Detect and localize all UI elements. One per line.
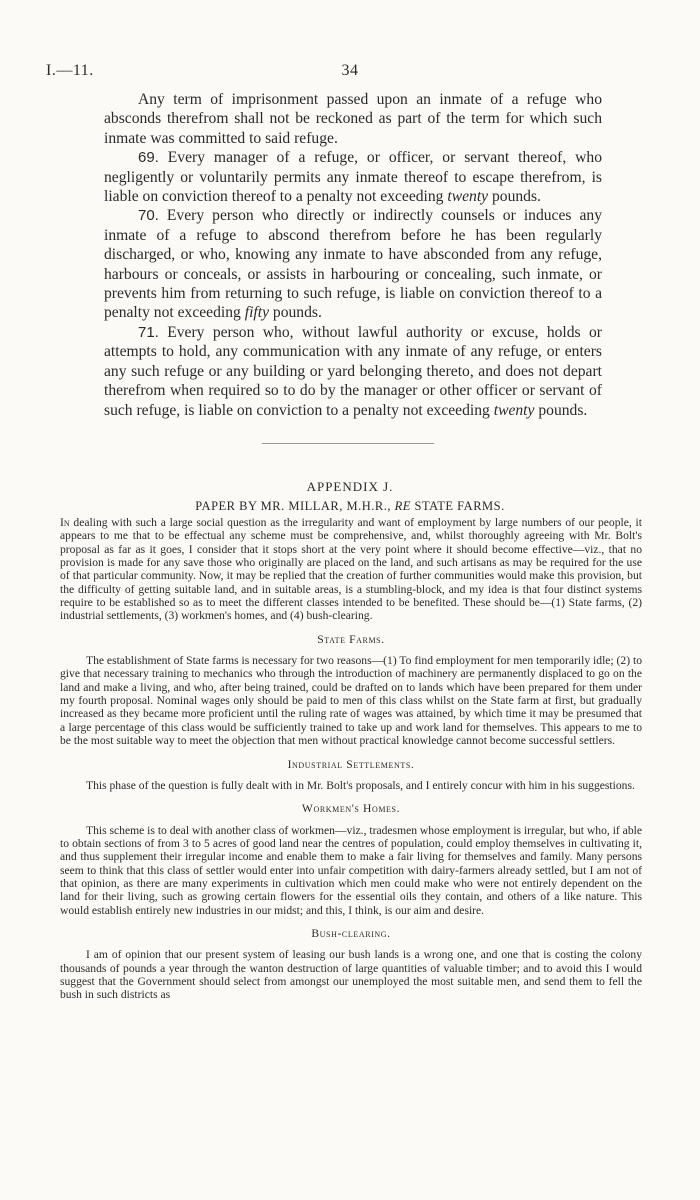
paper-title-re: RE [394,499,411,513]
section-69 [104,148,602,206]
paper-title-text: PAPER BY MR. MILLAR, M.H.R., [195,499,395,513]
section-71 [104,323,602,420]
section-text: Every manager of a refuge, or officer, or servant thereof, who negligently or voluntarily permits any inmate thereof to escape therefrom, is liable on conviction thereof to a penalty not exceeding [104,149,602,206]
section-number: 70. [138,207,159,225]
document-reference: I.—11. [46,62,94,79]
paper-title [0,499,700,514]
section-text: Any term of imprisonment passed upon an inmate of a refuge who absconds therefrom shall not be reckoned as part of the term for which such inmate was committed to said refuge. [104,91,602,147]
heading-industrial-settlements: Industrial Settlements. [287,757,415,771]
appendix-body [60,516,642,1002]
section-text-end: pounds. [269,304,322,322]
page-number: 34 [341,62,359,79]
paragraph-industrial-settlements: This phase of the question is fully dealt with in Mr. Bolt's proposals, and I entirely concur with him in his suggestions. [86,778,635,792]
section-number: 69. [138,149,159,167]
statute-sections [104,90,602,420]
section-text: Every person who, without lawful authority or excuse, holds or attempts to hold, any communication with any inmate of any refuge, or enters any such refuge or any building or yard belonging thereto, and does not depart therefrom when required so to do by the manager or other officer or servant of such refuge, is liable on conviction to a penalty not exceeding [104,323,602,419]
heading-bush-clearing: Bush-clearing. [311,926,391,940]
heading-state-farms: State Farms. [317,632,385,646]
intro-lead-word: In [60,516,70,529]
heading-workmens-homes: Workmen's Homes. [301,802,401,816]
paper-title-end: STATE FARMS. [410,499,505,513]
section-text-end: pounds. [534,401,588,419]
appendix-title: APPENDIX J. [306,479,394,494]
intro-paragraph [60,516,642,623]
emphasis-text: twenty [493,401,535,419]
section-paragraph [104,90,602,148]
section-text: Every person who directly or indirectly counsels or induces any inmate of a refuge to abscond therefrom before he has been regularly discharged, or who, knowing any inmate to have absconded from any refuge, harbours or conceals, or assists in harbouring or concealing, such inmate, or prevents him from returning to such refuge, is liable on conviction thereof to a penalty not exceeding [104,207,602,322]
section-text-end: pounds. [488,188,541,206]
paragraph-workmens-homes: This scheme is to deal with another class of workmen—viz., tradesmen whose employment is irregular, but who, if able to obtain sections of from 3 to 5 acres of good land near the centres of population, could employ themselves in cultivating it, and thus supplement their irregular income and enable them to make a fair living for themselves and family. Many persons seem to think that this class of settler would enter into unfair competition with dairy-farmers already settled, but I am not of that opinion, as there are many experiments in cultivation which men could make who were not entirely dependent on the land for their living, such as growing certain flowers for the essential oils they contain, and others of a like nature. This would establish entirely new industries in our midst; and this, I think, is our aim and desire. [60,823,642,917]
section-number: 71. [138,323,159,341]
intro-text: dealing with such a large social question as the irregularity and want of employment by large numbers of our people, it appears to me that to be effectual any scheme must be comprehensive, and, whilst thoroughly agreeing with Mr. Bolt's proposal as far as it goes, I consider that it stops short at the very point where it should become effective—viz., that no provision is made for any save those who originally are placed on the land, and such artisans as may be required for the use of that particular community. Now, it may be replied that the creation of further communities would make this provision, but the difficulty of getting suitable land, and in suitable areas, is a stumbling-block, and my idea is that four distinct systems require to be established so as to meet the different classes intended to be benefited. These should be—(1) State farms, (2) industrial settlements, (3) workmen's homes, and (4) bush-clearing. [60,516,642,623]
section-70 [104,206,602,322]
paragraph-bush-clearing: I am of opinion that our present system of leasing our bush lands is a wrong one, and one that is costing the colony thousands of pounds a year through the wanton destruction of large quantities of valuable timber; and to avoid this I would suggest that the Government should select from amongst our unemployed the most suitable men, and send them to fell the bush in such districts as [60,948,642,1002]
emphasis-text: fifty [244,304,269,322]
emphasis-text: twenty [447,188,489,206]
paragraph-state-farms: The establishment of State farms is necessary for two reasons—(1) To find employment for men temporarily idle; (2) to give that necessary training to mechanics who through the introduction of machinery are permanently displaced to go on the land and make a living, and who, after being trained, could be drafted on to lands which have been prepared for them under my fourth proposal. Nominal wages only should be paid to men of this class whilst on the State farm at first, but gradually increased as they became more proficient until the ruling rate of wages was attained, by which time it may be presumed that a large percentage of this class would be sufficiently trained to take up and work land for themselves. This appears to me to be the most suitable way to meet the objection that men without practical knowledge cannot become successful settlers. [60,654,642,748]
section-divider [262,443,434,444]
